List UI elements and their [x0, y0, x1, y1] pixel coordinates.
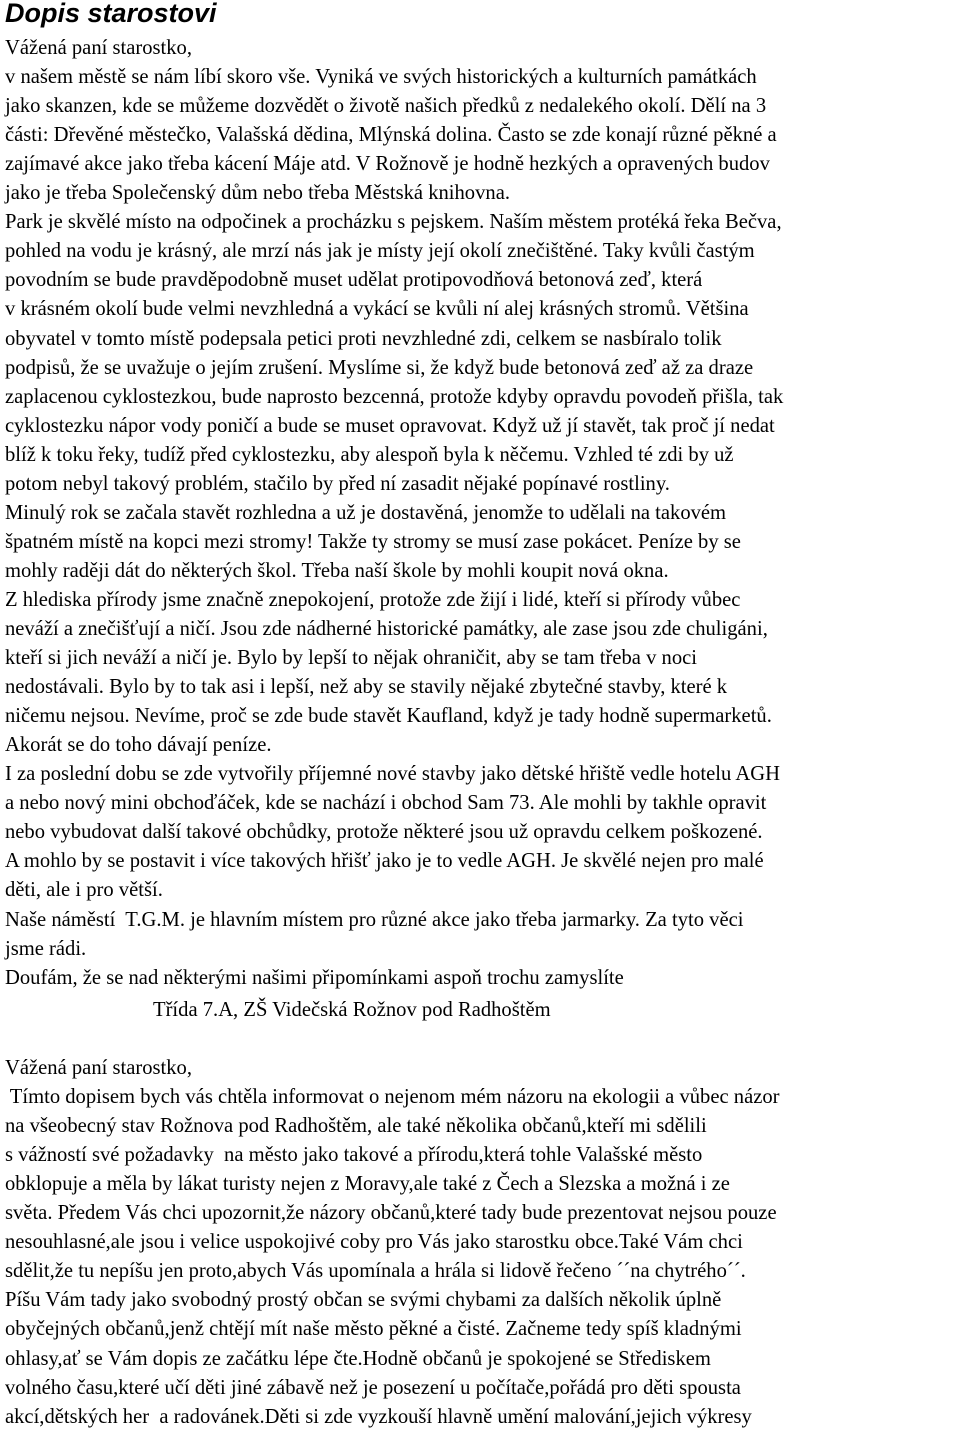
letter-one-text-line: jako skanzen, kde se můžeme dozvědět o životě našich předků z nedalekého okolí. Dělí na 3 — [5, 95, 767, 118]
letter-one-text-line: zajímavé akce jako třeba kácení Máje atd. V Rožnově je hodně hezkých a opravených budov — [5, 153, 770, 176]
letter-one-text-line: Minulý rok se začala stavět rozhledna a už je dostavěná, jenomže to udělali na takovém — [5, 501, 727, 524]
letter-two-text-line: Píšu Vám tady jako svobodný prostý občan se svými chybami za dalších několik úplně — [5, 1289, 722, 1312]
letter-one-text-line: mohly raději dát do některých škol. Třeba naší škole by mohli koupit nová okna. — [5, 559, 669, 582]
letter-two-text-line: obklopuje a měla by lákat turisty nejen z Moravy,ale také z Čech a Slezska a možná i ze — [5, 1173, 730, 1196]
letter-one-text-line: podpisů, že se uvažuje o jejím zrušení. Myslíme si, že když bude betonová zeď až za draze — [5, 356, 754, 379]
letter-one-text-line: v našem městě se nám líbí skoro vše. Vyniká ve svých historických a kulturních památkách — [5, 66, 757, 89]
letter-two-text-line: Tímto dopisem bych vás chtěla informovat o nejenom mém názoru na ekologii a vůbec názor — [5, 1086, 780, 1109]
letter-one-text-line: Park je skvělé místo na odpočinek a procházku s pejskem. Naším městem protéká řeka Bečva, — [5, 211, 782, 234]
letter-one-text-line: Naše náměstí T.G.M. je hlavním místem pro různé akce jako třeba jarmarky. Za tyto věci — [5, 908, 744, 931]
letter-one-text-line: neváží a znečišťují a ničí. Jsou zde nádherné historické památky, ale zase jsou zde chuligáni, — [5, 618, 768, 640]
letter-one-text-line: I za poslední dobu se zde vytvořily příjemné nové stavby jako dětské hřiště vedle hotelu AGH — [5, 763, 780, 786]
letter-one-text-line: blíž k toku řeky, tudíž před cyklostezku, aby alespoň byla k něčemu. Vzhled té zdi by už — [5, 443, 734, 466]
letter-one-text-line: cyklostezku nápor vody poničí a bude se muset opravovat. Když už jí stavět, tak proč jí nedat — [5, 414, 775, 437]
letter-one-text-line: děti, ale i pro větší. — [5, 879, 163, 902]
letter-one-text-line: jako je třeba Společenský dům nebo třeba Městská knihovna. — [5, 182, 510, 205]
letter-two-text-line: světa. Předem Vás chci upozornit,že názory občanů,které tady bude prezentovat nejsou pouze — [5, 1202, 777, 1225]
letter-one-text-line: potom nebyl takový problém, stačilo by před ní zasadit nějaké popínavé rostliny. — [5, 472, 670, 495]
letter-one-text-line: špatném místě na kopci mezi stromy! Takže ty stromy se musí zase pokácet. Peníze by se — [5, 530, 741, 553]
letter-two-text-line: sdělit,že tu nepíšu jen proto,abych Vás upomínala a hrála si lidově řečeno ´´na chytrého´´. — [5, 1260, 746, 1283]
letter-one-text-line: a nebo nový mini obchoďáček, kde se nachází i obchod Sam 73. Ale mohli by takhle opravit — [5, 792, 767, 815]
letter-two-text-line: ohlasy,ať se Vám dopis ze začátku lépe čte.Hodně občanů je spokojené se Střediskem — [5, 1347, 711, 1370]
letter-one-text-line: pohled na vodu je krásný, ale mrzí nás jak je místy její okolí znečištěné. Taky kvůli častým — [5, 240, 755, 263]
letter-one-text-line: v krásném okolí bude velmi nevzhledná a vykácí se kvůli ní alej krásných stromů. Většina — [5, 298, 749, 321]
letter-two-text-line: s vážností své požadavky na město jako takové a přírodu,která tohle Valašské město — [5, 1144, 703, 1167]
letter-one-text-line: kteří si jich neváží a ničí je. Bylo by lepší to nějak ohraničit, aby se tam třeba v noci — [5, 647, 697, 670]
letter-one-salutation: Vážená paní starostko, — [5, 37, 192, 59]
letter-one-text-line: ničemu nejsou. Nevíme, proč se zde bude stavět Kaufland, když je tady hodně supermarketů. — [5, 705, 772, 728]
letter-one-text-line: Z hlediska přírody jsme značně znepokojení, protože zde žijí i lidé, kteří si přírody vůbec — [5, 588, 741, 611]
letter-one-text-line: nebo vybudovat další takové obchůdky, protože některé jsou už opravdu celkem poškozené. — [5, 821, 763, 844]
letter-two-text-line: obyčejných občanů,jenž chtějí mít naše město pěkné a čisté. Začneme tedy spíš kladnými — [5, 1318, 742, 1341]
letter-two-text-line: volného času,které učí děti jiné zábavě než je posezení u počítače,pořádá pro děti spousta — [5, 1376, 741, 1399]
letter-one-text-line: Akorát se do toho dávají peníze. — [5, 734, 272, 757]
letter-one-text-line: nedostávali. Bylo by to tak asi i lepší, než aby se stavily nějaké zbytečné stavby, které k — [5, 676, 728, 699]
letter-one-text-line: části: Dřevěné městečko, Valašská dědina, Mlýnská dolina. Často se zde konají různé pěkné a — [5, 124, 777, 147]
letter-one-text-line: A mohlo by se postavit i více takových hřišť jako je to vedle AGH. Je skvělé nejen pro malé — [5, 850, 764, 873]
letter-one-text-line: Doufám, že se nad některými našimi připomínkami aspoň trochu zamyslíte — [5, 966, 624, 989]
letter-one-text-line: povodním se bude pravděpodobně muset udělat protipovodňová betonová zeď, která — [5, 269, 703, 292]
letter-two-text-line: akcí,dětských her a radovánek.Děti si zde vyzkouší hlavně umění malování,jejich výkresy — [5, 1405, 752, 1428]
letter-one-text-line: zaplacenou cyklostezkou, bude naprosto bezcenná, protože kdyby opravdu povodeň přišla, tak — [5, 385, 784, 408]
letter-one-signature: Třída 7.A, ZŠ Videčská Rožnov pod Radhoštěm — [153, 999, 551, 1021]
document-title: Dopis starostovi — [5, 0, 217, 28]
letter-two-text-line: na všeobecný stav Rožnova pod Radhoštěm, ale také několika občanů,kteří mi sdělili — [5, 1115, 707, 1138]
letter-two-text-line: nesouhlasné,ale jsou i velice uspokojivé coby pro Vás jako starostku obce.Také Vám chci — [5, 1231, 743, 1254]
letter-one-text-line: jsme rádi. — [5, 937, 87, 960]
letter-one-text-line: obyvatel v tomto místě podepsala petici proti nevzhledné zdi, celkem se nasbíralo tolik — [5, 327, 722, 350]
letter-two-salutation: Vážená paní starostko, — [5, 1057, 192, 1079]
